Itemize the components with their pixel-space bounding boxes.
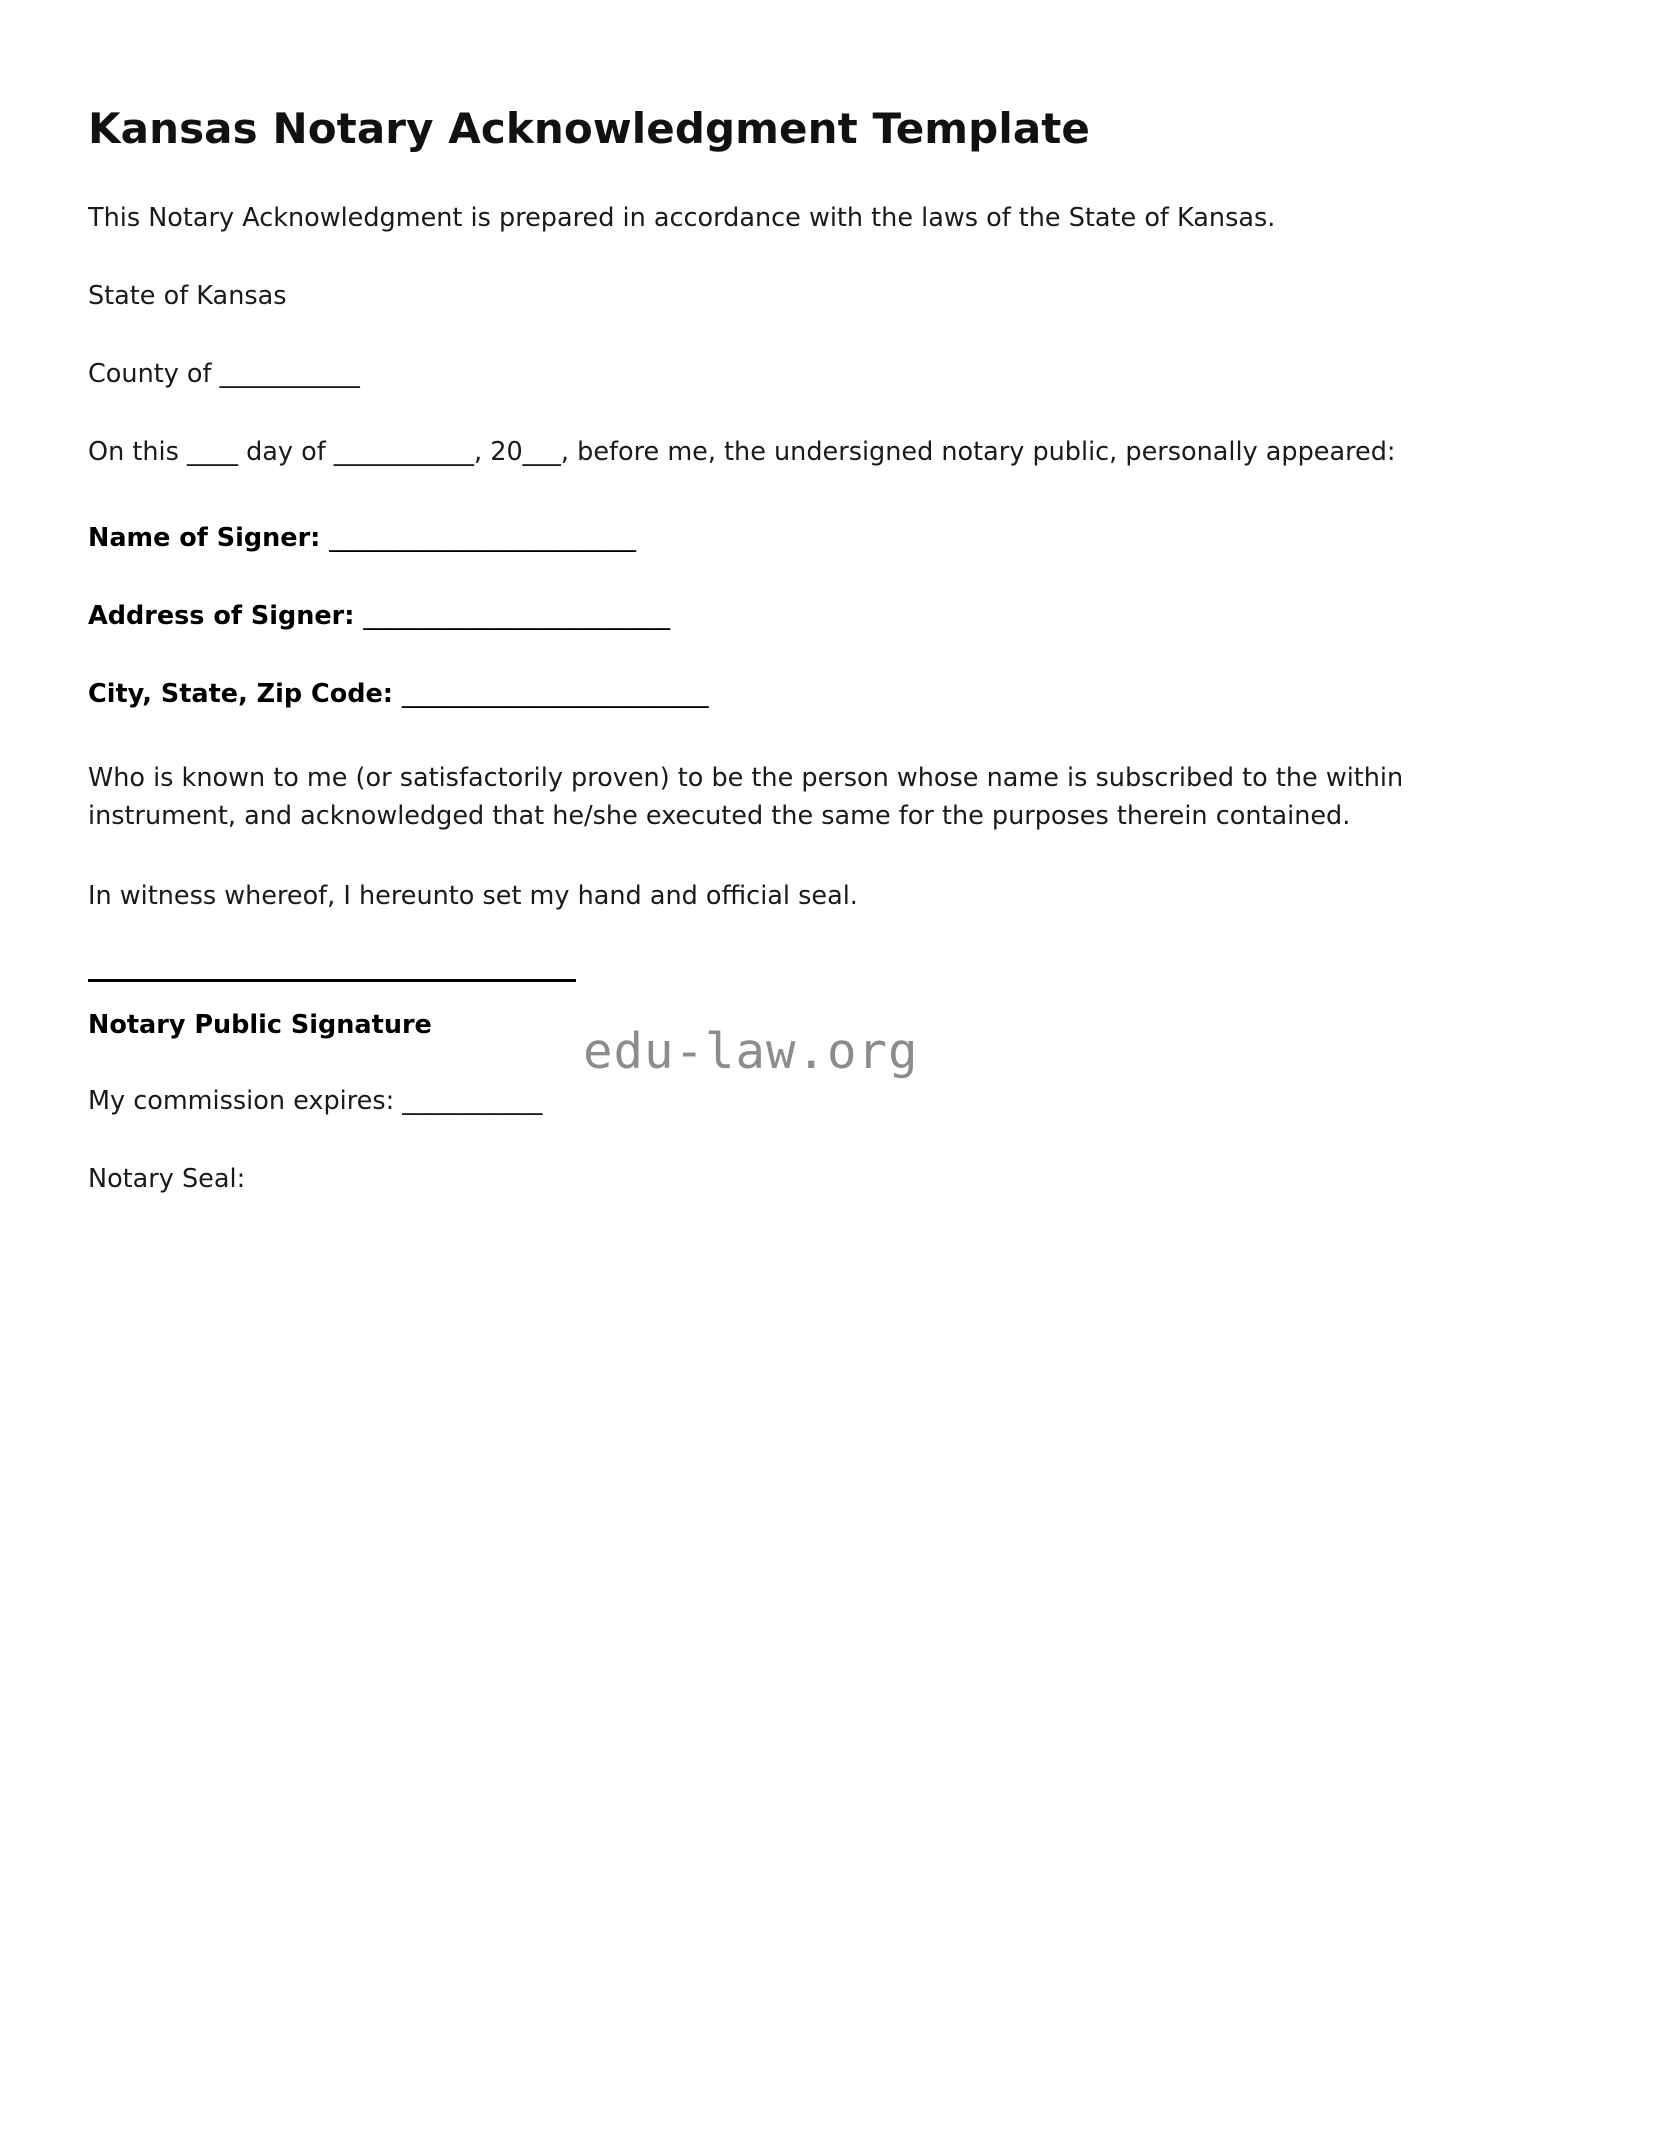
date-appearance-line: On this ____ day of ___________, 20___, before me, the undersigned notary public, personally appeared:	[88, 437, 1396, 468]
field-address-of-signer	[88, 597, 1538, 635]
field-blank-name-of-signer: _________________________	[329, 523, 636, 554]
page-title: Kansas Notary Acknowledgment Template	[88, 104, 1091, 153]
intro-paragraph: This Notary Acknowledgment is prepared in accordance with the laws of the State of Kansas.	[88, 203, 1276, 234]
field-label-address-of-signer: Address of Signer:	[88, 601, 355, 632]
field-label-name-of-signer: Name of Signer:	[88, 523, 321, 554]
field-blank-city-state-zip: _________________________	[401, 679, 709, 710]
commission-expires-line: My commission expires: ___________	[88, 1086, 543, 1117]
signature-label: Notary Public Signature	[88, 1010, 432, 1041]
field-city-state-zip	[88, 675, 1538, 713]
acknowledgment-paragraph: Who is known to me (or satisfactorily proven) to be the person whose name is subscribed to the within instrument, and acknowledged that he/she executed the same for the purposes therein contained.	[88, 763, 1404, 832]
county-line: County of ___________	[88, 359, 360, 390]
state-line: State of Kansas	[88, 281, 287, 312]
field-name-of-signer	[88, 519, 1538, 557]
notary-seal-line: Notary Seal:	[88, 1164, 246, 1195]
site-watermark: edu-law.org	[583, 1023, 919, 1080]
document-body	[88, 0, 1538, 1198]
witness-paragraph: In witness whereof, I hereunto set my hand and official seal.	[88, 881, 858, 912]
field-blank-address-of-signer: _________________________	[363, 601, 670, 632]
field-label-city-state-zip: City, State, Zip Code:	[88, 679, 394, 710]
